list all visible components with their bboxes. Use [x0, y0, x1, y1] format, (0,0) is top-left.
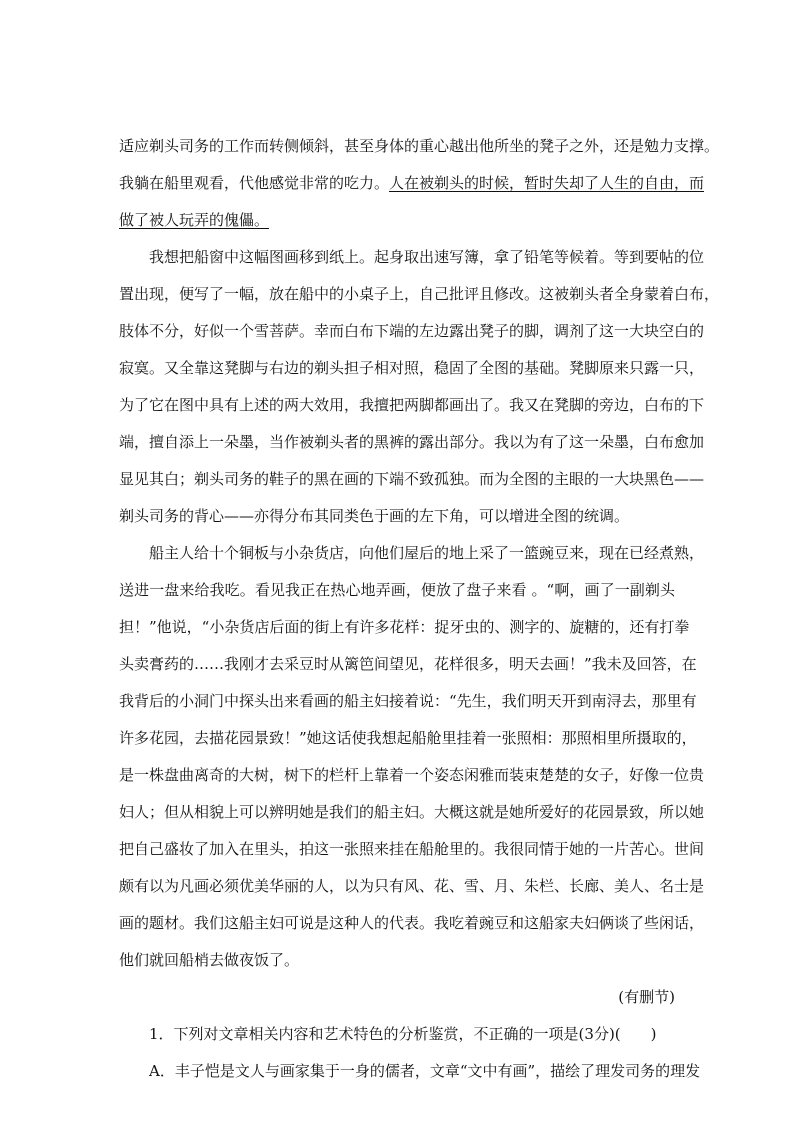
paragraph-2-line-4: 寂寞。又全靠这凳脚与右边的剃头担子相对照，稳固了全图的基础。凳脚原来只露一只， — [119, 359, 705, 377]
paragraph-3-line-12: 他们就回船梢去做夜饭了。 — [119, 951, 300, 969]
document-page — [119, 128, 720, 1090]
paragraph-3-line-9: 把自己盛妆了加入在里头，拍这一张照来挂在船舱里的。我很同情于她的一片苦心。世间 — [119, 840, 705, 858]
paragraph-3-line-10: 颇有以为凡画必须优美华丽的人，以为只有风、花、雪、月、朱栏、长廊、美人、名士是 — [119, 877, 705, 895]
paragraph-1-line-2-text: 我躺在船里观看，代他感觉非常的吃力。 — [119, 174, 390, 192]
question-1-stem: 1．下列对文章相关内容和艺术特色的分析鉴赏，不正确的一项是(3分)( ) — [149, 1025, 657, 1043]
paragraph-2-line-1: 我想把船窗中这幅图画移到纸上。起身取出速写簿，拿了铅笔等候着。等到要帖的位 — [149, 248, 705, 266]
paragraph-3-line-7: 是一株盘曲离奇的大树，树下的栏杆上靠着一个姿态闲雅而装束楚楚的女子，好像一位贵 — [119, 766, 705, 784]
paragraph-3-line-5: 我背后的小洞门中探头出来看画的船主妇接着说：“先生，我们明天开到南浔去，那里有 — [119, 692, 697, 710]
paragraph-3-line-8: 妇人；但从相貌上可以辨明她是我们的船主妇。大概这就是她所爱好的花园景致，所以她 — [119, 803, 705, 821]
paragraph-1-line-3 — [119, 202, 675, 239]
paragraph-2-line-3: 肢体不分，好似一个雪菩萨。幸而白布下端的左边露出凳子的脚，调剂了这一大块空白的 — [119, 322, 705, 340]
underlined-sentence-part-1: 人在被剃头的时候，暂时失却了人生的自由，而 — [389, 174, 705, 192]
paragraph-3-line-11: 画的题材。我们这船主妇可说是这种人的代表。我吃着豌豆和这船家夫妇俩谈了些闲话， — [119, 914, 705, 932]
paragraph-2-line-7: 显见其白；剃头司务的鞋子的黑在画的下端不致孤独。而为全图的主眼的一大块黑色—— — [119, 470, 705, 488]
paragraph-3-line-4: 头卖膏药的……我刚才去采豆时从篱笆间望见，花样很多，明天去画！”我未及回答，在 — [119, 655, 697, 673]
paragraph-3-line-6: 许多花园，去描花园景致！”她这话使我想起船舱里挂着一张照相：那照相里所摄取的， — [119, 729, 697, 747]
paragraph-2-line-6: 端，擅自添上一朵墨，当作被剃头者的黑裤的露出部分。我以为有了这一朵墨，白布愈加 — [119, 433, 705, 451]
paragraph-3-line-3: 担！”他说，“小杂货店后面的街上有许多花样：捉牙虫的、测字的、旋糖的，还有打拳 — [119, 618, 690, 636]
paragraph-2-line-5: 为了它在图中具有上述的两大效用，我擅把两脚都画出了。我又在凳脚的旁边，白布的下 — [119, 396, 705, 414]
paragraph-1-line-2 — [119, 165, 705, 202]
paragraph-1-line-1: 适应剃头司务的工作而转侧倾斜，甚至身体的重心越出他所坐的凳子之外，还是勉力支撑。 — [119, 137, 720, 155]
paragraph-3-line-1: 船主人给十个铜板与小杂货店，向他们屋后的地上采了一篮豌豆来，现在已经煮熟， — [149, 544, 705, 562]
paragraph-3-line-2: 送进一盘来给我吃。看见我正在热心地弄画，便放了盘子来看 。“啊，画了一副剃头 — [119, 581, 675, 599]
paragraph-2-line-8: 剃头司务的背心——亦得分布其同类色于画的左下角，可以增进全图的统调。 — [119, 507, 630, 525]
question-1-option-a: A．丰子恺是文人与画家集于一身的儒者，文章“文中有画”，描绘了理发司务的理发 — [149, 1062, 701, 1080]
paragraph-2-line-2: 置出现，便写了一幅，放在船中的小桌子上，自己批评且修改。这被剃头者全身蒙着白布， — [119, 285, 720, 303]
underlined-sentence-part-2: 做了被人玩弄的傀儡。 — [119, 211, 270, 229]
abridged-note: (有删节) — [618, 988, 675, 1006]
